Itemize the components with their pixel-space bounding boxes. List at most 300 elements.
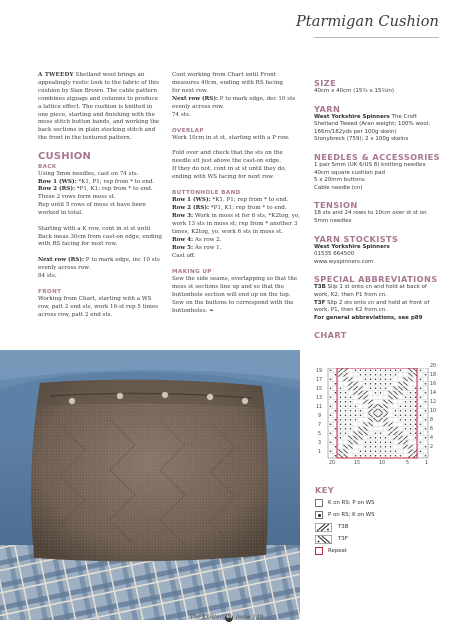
purl-stitch: [360, 451, 362, 453]
purl-stitch: [330, 423, 332, 425]
button-icon: [207, 394, 214, 401]
cushion-photo: [0, 350, 300, 620]
info-line: 5mm needles: [314, 217, 352, 224]
key-item: [315, 497, 375, 509]
purl-stitch: [380, 370, 382, 372]
purl-stitch: [395, 374, 397, 376]
intro-lead: A TWEEDY: [38, 72, 74, 78]
back-line: worked in total.: [38, 210, 83, 217]
row-label: Row 5:: [172, 244, 194, 251]
purl-stitch: [415, 401, 417, 403]
purl-stitch: [380, 437, 382, 439]
key-label: P on RS; K on WS: [328, 512, 375, 518]
info-line: work, P1, then K2 from cn.: [314, 307, 388, 314]
purl-stitch: [345, 410, 347, 412]
purl-stitch: [385, 451, 387, 453]
row-label: Row 2 (RS):: [38, 186, 76, 193]
purl-stitch: [425, 419, 427, 421]
purl-stitch: [340, 437, 342, 439]
purl-stitch: [375, 383, 377, 385]
row-text: *K1, P1; rep from * to end.: [76, 178, 155, 185]
row-text: *P1, K1; rep from * to end.: [209, 205, 287, 212]
purl-stitch: [340, 419, 342, 421]
info-line: 40cm square cushion pad: [314, 169, 385, 176]
purl-stitch: [340, 428, 342, 430]
purl-stitch: [405, 415, 407, 417]
info-line: 1 pair 5mm (UK 6/US 8) knitting needles: [314, 161, 426, 168]
row-label: Row 1 (WS):: [172, 197, 211, 204]
purl-stitch: [410, 406, 412, 408]
size-block: [314, 78, 441, 96]
purl-stitch: [350, 397, 352, 399]
purl-stitch: [340, 397, 342, 399]
text-line: 74 sts.: [172, 111, 191, 118]
purl-stitch: [385, 455, 387, 457]
key-item: [315, 533, 375, 545]
page-title: Ptarmigan Cushion: [295, 14, 439, 30]
row-text: Work in moss st for 6 sts, *K2tog, yo,: [193, 213, 301, 220]
purl-stitch: [390, 455, 392, 457]
purl-stitch: [365, 442, 367, 444]
purl-stitch: [385, 379, 387, 381]
purl-stitch: [420, 369, 422, 371]
purl-stitch: [375, 374, 377, 376]
purl-stitch: [335, 428, 337, 430]
chart-row-label: 3: [318, 440, 322, 446]
key-label: K on RS; P on WS: [328, 500, 375, 506]
back-subheading: BACK: [38, 163, 57, 170]
purl-stitch: [345, 392, 347, 394]
purl-stitch: [345, 419, 347, 421]
purl-stitch: [395, 410, 397, 412]
chart-row-label: 20: [430, 364, 437, 369]
back-instructions: [38, 171, 164, 218]
purl-stitch: [385, 442, 387, 444]
purl-stitch: [335, 392, 337, 394]
key-heading: KEY: [315, 485, 335, 495]
purl-stitch: [375, 442, 377, 444]
intro-line: moss stitch button bands, and working the: [38, 119, 160, 126]
purl-stitch: [360, 415, 362, 417]
purl-stitch: [375, 437, 377, 439]
purl-stitch: [350, 428, 352, 430]
purl-stitch: [365, 451, 367, 453]
back-line: 84 sts.: [38, 272, 57, 279]
back-line: These 2 rows form moss st.: [38, 194, 116, 201]
purl-stitch: [390, 383, 392, 385]
purl-stitch: [335, 410, 337, 412]
purl-stitch: [400, 406, 402, 408]
purl-stitch: [345, 424, 347, 426]
size-value: 40cm x 40cm (15¾ x 15¾in): [314, 88, 394, 94]
purl-stitch: [335, 401, 337, 403]
purl-stitch: [395, 455, 397, 457]
stockist-name: West Yorkshire Spinners: [314, 243, 390, 250]
button-icon: [162, 392, 169, 399]
chart-row-label: 5: [318, 431, 322, 437]
purl-stitch: [350, 401, 352, 403]
purl-stitch: [365, 383, 367, 385]
abbr-term: T3B: [314, 284, 326, 291]
repeat-symbol-icon: [315, 547, 323, 555]
purl-stitch: [390, 451, 392, 453]
purl-stitch: [415, 437, 417, 439]
purl-stitch: [365, 455, 367, 457]
abbr-term: T3F: [314, 299, 326, 306]
back-line: Back meas 30cm from cast-on edge, ending: [38, 233, 162, 240]
purl-stitch: [350, 419, 352, 421]
abbreviations-heading: SPECIAL ABBREVIATIONS: [314, 274, 438, 285]
chart-row-label: 4: [430, 436, 434, 441]
purl-stitch: [415, 410, 417, 412]
fold-paragraph: [172, 150, 302, 182]
button-icon: [117, 393, 124, 400]
column-front-cont: [172, 72, 302, 323]
cable-chart: [316, 364, 441, 480]
back-next-row: [38, 257, 164, 281]
text-line: If they do not, cont in st st until they do,: [172, 166, 287, 173]
purl-stitch: [340, 406, 342, 408]
info-line: 18 sts and 24 rows to 10cm over st st on: [314, 210, 427, 217]
purl-stitch: [420, 387, 422, 389]
purl-stitch: [360, 455, 362, 457]
purl-stitch: [365, 374, 367, 376]
back-line: with RS facing for next row.: [38, 241, 118, 248]
intro-line: back sections in plain stocking stitch and: [38, 127, 156, 134]
intro-line: combines zigzags and columns to produce: [38, 95, 158, 102]
text-line: Fold over and check that the sts on the: [172, 150, 283, 157]
chart-row-label: 13: [316, 395, 323, 401]
purl-stitch: [390, 370, 392, 372]
front-line: row, patt 2 end sts, work 16-st rep 5 times: [38, 303, 159, 310]
row-text: *P1, K1; rep from * to end.: [75, 186, 153, 193]
stockist-url: www.wyspinners.com: [314, 258, 374, 265]
purl-stitch: [385, 388, 387, 390]
info-line: The Croft: [389, 113, 417, 120]
purl-stitch: [330, 414, 332, 416]
purl-stitch: [365, 370, 367, 372]
purl-stitch: [380, 388, 382, 390]
info-line: Slip 1 st onto cn and hold at back of: [325, 284, 427, 291]
text-line: Sew the side seams, overlapping so that the: [172, 276, 298, 283]
row-text: *K1, P1; rep from * to end.: [210, 197, 289, 204]
purl-stitch: [380, 374, 382, 376]
purl-stitch: [355, 410, 357, 412]
cushion-photo-image: [0, 350, 300, 620]
row-text: P to mark edge, dec 10 sts: [218, 95, 296, 102]
key-item: [315, 521, 375, 533]
purl-stitch: [340, 401, 342, 403]
purl-stitch: [395, 370, 397, 372]
purl-stitch: [425, 428, 427, 430]
purl-stitch: [425, 437, 427, 439]
purl-stitch: [335, 455, 337, 457]
purl-stitch: [330, 378, 332, 380]
purl-stitch: [360, 370, 362, 372]
info-line: Slip 2 sts onto cn and hold at front of: [325, 299, 430, 306]
purl-stitch: [380, 392, 382, 394]
purl-stitch: [395, 415, 397, 417]
purl-stitch: [355, 455, 357, 457]
end-mark-icon: ❧: [209, 307, 214, 314]
purl-stitch: [420, 441, 422, 443]
yarn-heading: YARN: [314, 103, 341, 114]
purl-stitch: [375, 433, 377, 435]
purl-stitch: [405, 424, 407, 426]
purl-stitch: [345, 397, 347, 399]
key-label: T3B: [338, 524, 349, 530]
purl-stitch: [350, 424, 352, 426]
stockists-heading: YARN STOCKISTS: [314, 233, 399, 244]
chart-heading: CHART: [314, 330, 347, 341]
chart-col-label: 15: [354, 461, 361, 466]
intro-line: one piece, starting and finishing with the: [38, 111, 155, 118]
chart-key: [315, 485, 375, 557]
title-rule: [314, 37, 439, 38]
purl-stitch: [370, 370, 372, 372]
making-up-subheading: MAKING UP: [172, 269, 212, 276]
purl-stitch: [330, 405, 332, 407]
chart-row-label: 17: [316, 377, 323, 383]
chart-row-label: 2: [430, 445, 434, 450]
purl-stitch: [390, 446, 392, 448]
text-line: buttonholes.: [172, 307, 208, 314]
purl-stitch: [370, 455, 372, 457]
key-label: T3F: [338, 536, 348, 542]
purl-stitch: [330, 441, 332, 443]
purl-symbol-icon: [315, 511, 323, 519]
info-line: Cable needle (cn): [314, 184, 363, 191]
chart-row-label: 7: [318, 422, 322, 428]
row-label: Row 4:: [172, 237, 194, 243]
row-label: Row 1 (WS):: [38, 178, 77, 185]
purl-stitch: [330, 450, 332, 452]
purl-stitch: [370, 388, 372, 390]
text-line: for next row.: [172, 87, 208, 94]
info-line: 5 x 20mm buttons: [314, 177, 365, 184]
chart-row-label: 1: [318, 449, 322, 455]
purl-stitch: [345, 401, 347, 403]
purl-stitch: [380, 446, 382, 448]
text-line: Cast off.: [172, 252, 196, 259]
chart-col-label: 1: [425, 461, 429, 466]
purl-stitch: [405, 406, 407, 408]
text-line: Sew on the buttons to correspond with the: [172, 299, 294, 306]
purl-stitch: [405, 410, 407, 412]
purl-stitch: [375, 446, 377, 448]
purl-stitch: [425, 401, 427, 403]
purl-stitch: [370, 442, 372, 444]
purl-stitch: [375, 455, 377, 457]
chart-col-label: 20: [329, 461, 336, 466]
purl-stitch: [415, 419, 417, 421]
purl-stitch: [405, 401, 407, 403]
purl-stitch: [420, 414, 422, 416]
purl-stitch: [350, 415, 352, 417]
needles-heading: NEEDLES & ACCESSORIES: [314, 151, 440, 162]
purl-stitch: [425, 392, 427, 394]
purl-stitch: [415, 392, 417, 394]
purl-stitch: [330, 369, 332, 371]
abbreviations-block: [314, 274, 441, 322]
purl-stitch: [360, 410, 362, 412]
front-instructions: [38, 296, 164, 320]
purl-stitch: [380, 433, 382, 435]
purl-stitch: [385, 446, 387, 448]
purl-stitch: [365, 379, 367, 381]
purl-stitch: [405, 428, 407, 430]
general-abbreviations-note: For general abbreviations, see p89: [314, 314, 423, 321]
overlap-subheading: OVERLAP: [172, 127, 204, 134]
chart-grid: [316, 368, 441, 476]
purl-stitch: [335, 383, 337, 385]
purl-stitch: [405, 419, 407, 421]
purl-stitch: [355, 415, 357, 417]
purl-stitch: [425, 410, 427, 412]
chart-row-label: 16: [430, 382, 437, 387]
purl-stitch: [410, 428, 412, 430]
purl-stitch: [350, 406, 352, 408]
purl-stitch: [405, 397, 407, 399]
info-line: 166m/182yds per 100g skein): [314, 128, 397, 135]
purl-stitch: [400, 415, 402, 417]
intro-line: the front in the textured pattern.: [38, 135, 132, 142]
purl-stitch: [415, 424, 417, 426]
purl-stitch: [380, 379, 382, 381]
purl-stitch: [335, 437, 337, 439]
text-line: ending with WS facing for next row.: [172, 174, 275, 181]
purl-stitch: [330, 387, 332, 389]
chart-col-label: 5: [406, 461, 410, 466]
purl-stitch: [335, 419, 337, 421]
purl-stitch: [415, 428, 417, 430]
purl-stitch: [370, 437, 372, 439]
purl-stitch: [390, 442, 392, 444]
tension-heading: TENSION: [314, 200, 358, 211]
purl-stitch: [410, 419, 412, 421]
purl-stitch: [415, 415, 417, 417]
purl-stitch: [355, 370, 357, 372]
purl-stitch: [340, 433, 342, 435]
intro-line: appealingly rustic look to the fabric of this: [38, 79, 159, 86]
buttonhole-band-rows: [172, 197, 302, 260]
knit-symbol-icon: [315, 499, 323, 507]
row-text: As row 1.: [193, 244, 222, 251]
purl-stitch: [370, 383, 372, 385]
text-line: needle sit just above the cast-on edge.: [172, 158, 281, 165]
tension-block: [314, 200, 441, 225]
purl-stitch: [380, 451, 382, 453]
purl-stitch: [420, 405, 422, 407]
purl-stitch: [425, 383, 427, 385]
purl-stitch: [375, 370, 377, 372]
row-text: P to mark edge, inc 10 sts: [84, 256, 160, 263]
purl-stitch: [360, 374, 362, 376]
purl-stitch: [410, 401, 412, 403]
chart-row-label: 10: [430, 409, 437, 414]
chart-row-label: 15: [316, 386, 323, 392]
purl-stitch: [385, 374, 387, 376]
purl-stitch: [340, 392, 342, 394]
t3f-symbol-icon: [315, 535, 332, 544]
purl-stitch: [375, 379, 377, 381]
column-info: [314, 78, 441, 340]
cushion-heading: CUSHION: [38, 150, 92, 162]
chart-row-label: 11: [316, 404, 323, 410]
buttonhole-band-subheading: BUTTONHOLE BAND: [172, 190, 241, 197]
purl-stitch: [390, 379, 392, 381]
row-label: Row 3:: [172, 213, 194, 220]
stockists-block: [314, 234, 441, 267]
purl-stitch: [355, 419, 357, 421]
button-icon: [69, 398, 76, 405]
front-cont-paragraph: [172, 72, 302, 119]
purl-stitch: [415, 433, 417, 435]
purl-stitch: [380, 383, 382, 385]
purl-stitch: [395, 451, 397, 453]
chart-col-label: 10: [379, 461, 386, 466]
purl-stitch: [340, 424, 342, 426]
purl-stitch: [400, 410, 402, 412]
back-paragraph-2: [38, 226, 164, 250]
purl-stitch: [420, 450, 422, 452]
yarn-block: [314, 104, 441, 144]
purl-stitch: [345, 428, 347, 430]
text-line: Cont working from Chart until Front: [172, 72, 276, 78]
purl-stitch: [365, 446, 367, 448]
purl-stitch: [390, 374, 392, 376]
key-item: [315, 509, 375, 521]
front-line: across row, patt 2 end sts.: [38, 311, 113, 318]
t3b-symbol-icon: [315, 523, 332, 532]
purl-stitch: [330, 432, 332, 434]
stockist-phone: 01535 664500: [314, 251, 355, 258]
purl-stitch: [350, 410, 352, 412]
row-label: Next row (RS):: [38, 256, 85, 263]
info-line: Shetland Tweed (Aran weight; 100% wool;: [314, 121, 431, 128]
text-line: buttonhole section will end up on the top.: [172, 292, 291, 299]
purl-stitch: [415, 406, 417, 408]
purl-stitch: [420, 432, 422, 434]
purl-stitch: [400, 370, 402, 372]
text-line: times, K2tog, yo, work 6 sts in moss st.: [172, 229, 284, 236]
chart-row-label: 14: [430, 391, 437, 396]
purl-stitch: [385, 383, 387, 385]
issue-number: Issue 149: [235, 614, 264, 621]
row-text: As row 2.: [193, 237, 222, 243]
purl-stitch: [400, 419, 402, 421]
button-icon: [242, 398, 249, 405]
purl-stitch: [375, 388, 377, 390]
yarn-brand: West Yorkshire Spinners: [314, 113, 390, 120]
purl-stitch: [380, 455, 382, 457]
purl-stitch: [425, 446, 427, 448]
magazine-name: The Knitter: [189, 614, 223, 621]
purl-stitch: [370, 379, 372, 381]
making-up-paragraph: [172, 276, 302, 316]
chart-row-label: 18: [430, 373, 437, 378]
info-line: work, K2, then P1 from cn.: [314, 291, 388, 298]
text-line: Work 10cm in st st, starting with a P row.: [172, 134, 290, 141]
purl-stitch: [345, 433, 347, 435]
purl-stitch: [410, 424, 412, 426]
purl-stitch: [410, 397, 412, 399]
key-item: [315, 545, 375, 557]
front-line: Working from Chart, starting with a WS: [38, 296, 152, 303]
purl-stitch: [420, 396, 422, 398]
purl-stitch: [330, 396, 332, 398]
purl-stitch: [345, 415, 347, 417]
